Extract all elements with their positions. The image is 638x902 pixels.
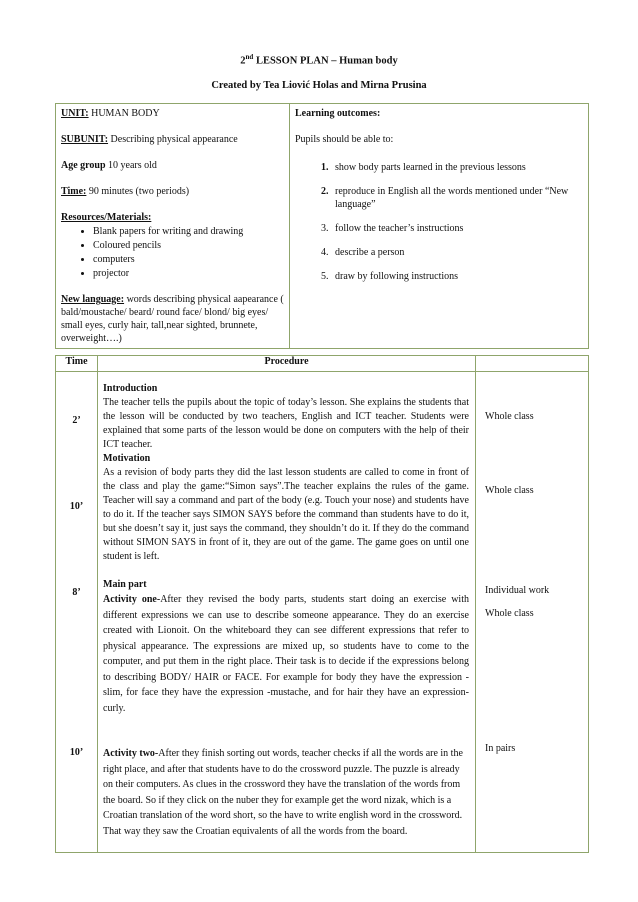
organisation-column-header [476,356,589,372]
time-activity-two: 10’ [69,747,84,758]
org-activity-one-b: Whole class [485,608,534,619]
org-motivation: Whole class [485,485,534,496]
procedure-table [55,355,589,853]
procedure-cell [98,372,476,853]
resources-label: Resources/Materials: [61,212,152,223]
age-line [61,159,285,172]
procedure-column-header: Procedure [98,356,476,372]
org-intro: Whole class [485,411,534,422]
title-rest: LESSON PLAN – Human body [253,55,398,67]
time-intro: 2’ [72,415,81,426]
age-value: 10 years old [105,160,157,171]
overview-right-cell [290,104,589,349]
overview-left-cell [56,104,290,349]
unit-line [61,107,285,120]
motivation-heading: Motivation [103,453,151,464]
activity-one-text: After they revised the body parts, students start doing an exercise with different expressions we can use to describe someone appearance. They do an exercise created with Lionoit. On the whiteboard they can see different expressions that refer to physical appearance. The expressions are mixed up, so students have to come to the computer, and put them in the right place. Their task is to decide if the expressions belong to describing BODY/ HAIR or FACE. For example for body they have the expression -slim, for face they have the expression -mustache, and for hair they have an expression- curly. [103,594,469,714]
outcome-item: 5. draw by following instructions [331,270,583,283]
time-column-header: Time [56,356,98,372]
outcome-item: 2. reproduce in English all the words mentioned under “New language” [331,185,583,211]
activity-one-label: Activity one- [103,594,161,605]
outcomes-label: Learning outcomes: [295,108,381,119]
title-lead: 2 [240,55,246,67]
time-value: 90 minutes (two periods) [86,186,190,197]
activity-two [103,746,469,839]
time-motivation: 10’ [69,501,84,512]
overview-table [55,103,589,349]
organisation-cell [476,372,589,853]
time-cell [56,372,98,853]
activity-one [103,592,469,716]
time-line [61,185,285,198]
org-activity-two: In pairs [485,743,516,754]
outcome-item: 1. show body parts learned in the previous lessons [331,161,583,174]
outcomes-heading [295,107,583,120]
resource-item: • Blank papers for writing and drawing [93,225,285,239]
page-title [0,53,638,67]
unit-label: UNIT: [61,108,89,119]
unit-value: HUMAN BODY [88,108,160,119]
title-sup: nd [245,53,254,61]
resource-item: • Coloured pencils [93,239,285,253]
activity-two-text: After they finish sorting out words, teacher checks if all the words are in the right place, and after that students have to do the crossword puzzle. The puzzle is already on their computers. As clues in the crossword they have the translation of the words from the board. So if they click on the nuber they for example get the word nizak, which is a Croatian translation of the word short, so the have to write english word in the crossword. That way they saw the Croatian equivalents of all the words from the board. [103,748,463,837]
subunit-line [61,133,285,146]
intro-text: The teacher tells the pupils about the topic of today’s lesson. She explains the students that the lesson will be conducted by two teachers, English and ICT teacher. Students were explained that some parts of the lesson would be done on computers with the help of their ICT teacher. [103,397,469,450]
outcome-item: 3. follow the teacher’s instructions [331,222,583,235]
age-label: Age group [61,160,106,171]
outcomes-intro: Pupils should be able to: [295,134,394,145]
procedure-header-row [56,356,589,372]
time-label: Time: [61,186,87,197]
activity-two-label: Activity two- [103,748,159,759]
new-language-value: words describing physical aapearance ( bald/moustache/ beard/ round face/ blond/ big eyes/ small eyes, curly hair, tall,near sighted, brunnete, overweight….) [61,294,284,344]
subunit-label: SUBUNIT: [61,134,109,145]
subunit-value: Describing physical appearance [108,134,238,145]
resources-heading [61,211,285,224]
resources-list [61,225,285,281]
time-activity-one: 8’ [72,587,81,598]
outcomes-list [295,161,583,283]
new-language-label: New language: [61,294,125,305]
page-subtitle: Created by Tea Liović Holas and Mirna Prusina [211,80,427,91]
procedure-body-row [56,372,589,853]
resource-item: • projector [93,267,285,281]
intro-heading: Introduction [103,383,158,394]
resource-item: • computers [93,253,285,267]
org-activity-one-a: Individual work [485,585,550,596]
motivation-text: As a revision of body parts they did the last lesson students are called to come in front of the class and play the game:“Simon says”.The teacher explains the rules of the game. Teacher will say a command and part of the body (e.g. Touch your nose) and students have to do it. If the teacher says SIMON SAYS before the command than students have to do it, but she doesn’t say it, just says the command, they shouldn’t do it. If they do the command without SIMON SAYS in front of it, they are out of the game. The game goes on until one student is left. [103,467,469,562]
outcome-item: 4. describe a person [331,246,583,259]
new-language-line [61,293,285,345]
main-heading: Main part [103,579,147,590]
